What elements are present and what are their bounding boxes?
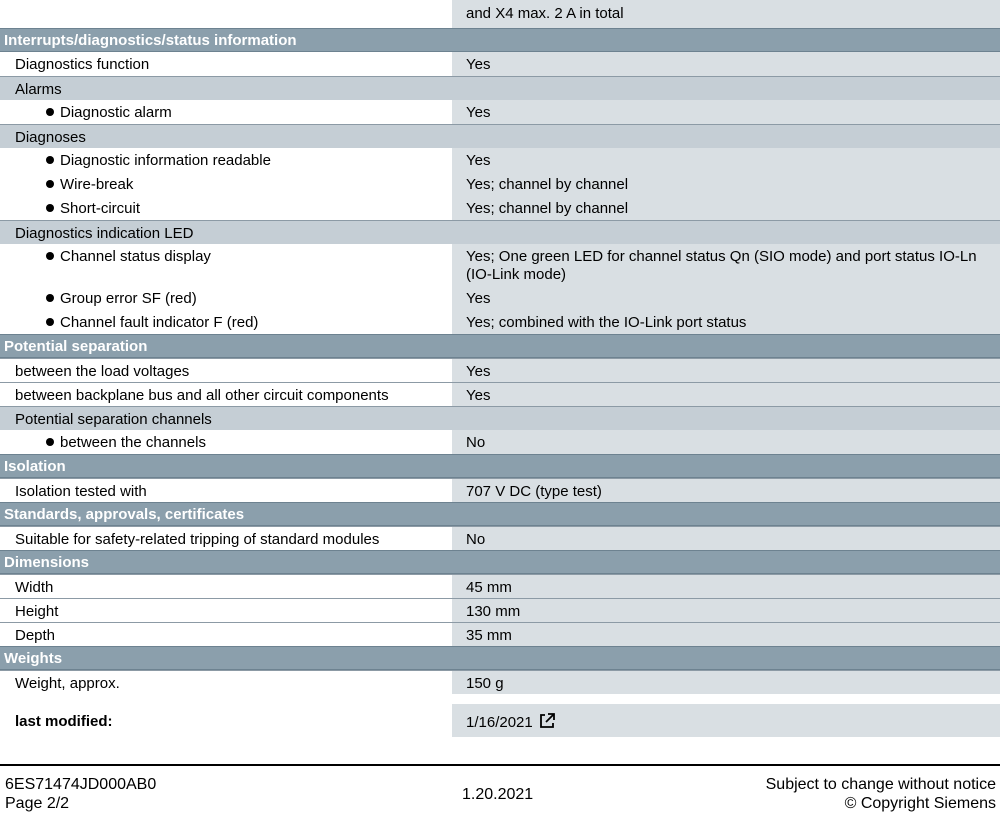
table-row xyxy=(0,382,1000,406)
table-row xyxy=(0,196,1000,220)
bullet-icon xyxy=(46,294,54,302)
section-title: Interrupts/diagnostics/status information xyxy=(4,32,297,49)
row-value: Yes; combined with the IO-Link port status xyxy=(466,314,747,331)
table-row xyxy=(0,670,1000,694)
section-title: Weights xyxy=(4,650,63,667)
last-modified-label: last modified: xyxy=(15,713,113,730)
article-number: 6ES71474JD000AB0 xyxy=(5,776,157,793)
table-row xyxy=(0,100,1000,124)
print-date: 1.20.2021 xyxy=(462,786,534,803)
row-value: 707 V DC (type test) xyxy=(466,483,602,500)
row-label: Suitable for safety-related tripping of standard modules xyxy=(15,531,380,548)
subgroup-label: Alarms xyxy=(15,81,62,98)
row-label: between the load voltages xyxy=(15,363,190,380)
subgroup-potential-channels xyxy=(0,406,1000,430)
row-label: Depth xyxy=(15,627,56,644)
table-row xyxy=(0,430,1000,454)
row-value: 45 mm xyxy=(466,579,512,596)
section-title: Standards, approvals, certificates xyxy=(4,506,245,523)
section-standards xyxy=(0,502,1000,526)
row-label: between the channels xyxy=(60,434,206,451)
row-label: between backplane bus and all other circuit components xyxy=(15,387,389,404)
bullet-icon xyxy=(46,318,54,326)
bullet-icon xyxy=(46,156,54,164)
row-value: 130 mm xyxy=(466,603,521,620)
continuation-row xyxy=(0,0,1000,28)
row-label: Short-circuit xyxy=(60,200,141,217)
row-label: Isolation tested with xyxy=(15,483,147,500)
row-value: Yes xyxy=(466,290,491,307)
section-title: Isolation xyxy=(4,458,66,475)
row-value: Yes xyxy=(466,104,491,121)
table-row xyxy=(0,52,1000,76)
subgroup-label: Diagnostics indication LED xyxy=(15,225,194,242)
section-dimensions xyxy=(0,550,1000,574)
subgroup-diag-led xyxy=(0,220,1000,244)
section-interrupts xyxy=(0,28,1000,52)
table-row xyxy=(0,478,1000,502)
row-value: Yes xyxy=(466,363,491,380)
table-row xyxy=(0,286,1000,310)
row-label: Channel fault indicator F (red) xyxy=(60,314,259,331)
row-label: Group error SF (red) xyxy=(60,290,197,307)
table-row xyxy=(0,598,1000,622)
row-label: Wire-break xyxy=(60,176,134,193)
row-value: Yes xyxy=(466,56,491,73)
row-label: Diagnostic alarm xyxy=(60,104,172,121)
row-value: Yes xyxy=(466,152,491,169)
continuation-value: and X4 max. 2 A in total xyxy=(466,5,624,22)
table-row xyxy=(0,622,1000,646)
row-label: Channel status display xyxy=(60,248,211,265)
section-title: Potential separation xyxy=(4,338,148,355)
external-link-icon[interactable] xyxy=(539,713,555,734)
section-isolation xyxy=(0,454,1000,478)
table-row xyxy=(0,526,1000,550)
row-value: Yes; channel by channel xyxy=(466,200,629,217)
row-label: Height xyxy=(15,603,59,620)
footer-divider xyxy=(0,764,1000,766)
row-label: Diagnostic information readable xyxy=(60,152,271,169)
table-row xyxy=(0,310,1000,334)
row-label: Diagnostics function xyxy=(15,56,150,73)
subgroup-diagnoses xyxy=(0,124,1000,148)
row-value: No xyxy=(466,531,486,548)
copyright: © Copyright Siemens xyxy=(844,795,996,812)
row-value: Yes xyxy=(466,387,491,404)
row-value: 35 mm xyxy=(466,627,512,644)
row-label: Width xyxy=(15,579,54,596)
table-row xyxy=(0,244,1000,286)
bullet-icon xyxy=(46,252,54,260)
page-number: Page 2/2 xyxy=(5,795,70,812)
row-value: Yes; channel by channel xyxy=(466,176,629,193)
row-value: 150 g xyxy=(466,675,504,692)
row-value: No xyxy=(466,434,486,451)
section-title: Dimensions xyxy=(4,554,90,571)
table-row xyxy=(0,148,1000,172)
section-potential-separation xyxy=(0,334,1000,358)
row-label: Weight, approx. xyxy=(15,675,120,692)
table-row xyxy=(0,574,1000,598)
row-value: Yes; One green LED for channel status Qn (SIO mode) and port status IO-Ln (IO-Link mode) xyxy=(466,248,977,283)
bullet-icon xyxy=(46,180,54,188)
bullet-icon xyxy=(46,204,54,212)
bullet-icon xyxy=(46,438,54,446)
change-notice: Subject to change without notice xyxy=(765,776,996,793)
section-weights xyxy=(0,646,1000,670)
table-row xyxy=(0,358,1000,382)
subgroup-label: Diagnoses xyxy=(15,129,86,146)
last-modified-row xyxy=(0,694,1000,737)
bullet-icon xyxy=(46,108,54,116)
last-modified-date: 1/16/2021 xyxy=(466,714,533,731)
subgroup-alarms xyxy=(0,76,1000,100)
subgroup-label: Potential separation channels xyxy=(15,411,212,428)
table-row xyxy=(0,172,1000,196)
